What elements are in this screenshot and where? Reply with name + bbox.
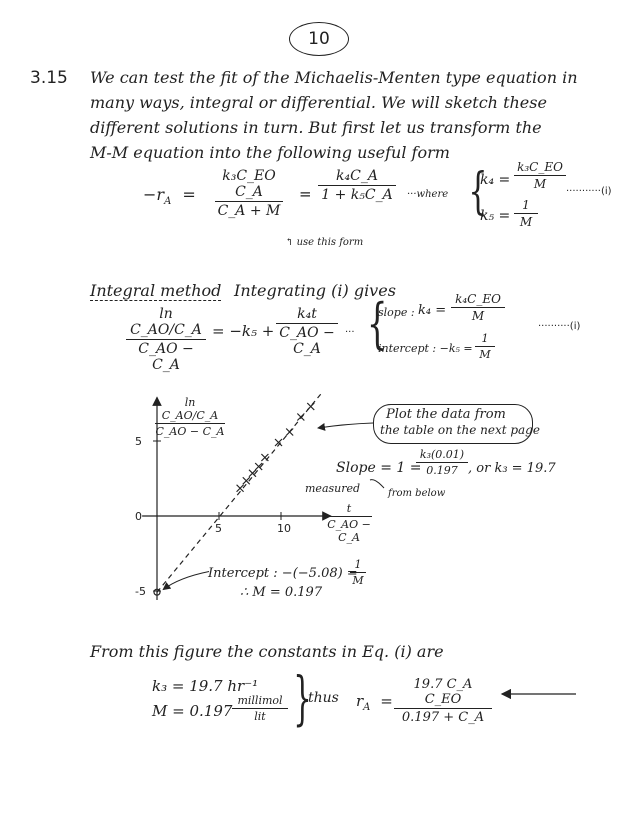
m-result: ∴ M = 0.197 <box>240 585 323 600</box>
y-tick-label: -5 <box>135 585 146 598</box>
slope-result: , or k₃ = 19.7 <box>468 461 556 476</box>
eq1-k5-lhs: k₅ = <box>480 208 511 224</box>
measured-label: measured <box>305 482 361 495</box>
chart-xlabel: $\frac{t}{C\_AO - C\_A}$ <box>327 502 371 544</box>
m-unit: millimol lit <box>232 694 288 723</box>
ra-fraction: $\frac{\text{19.7 C\_A C\_EO}}{0.197 + C\_A}$ <box>394 677 492 725</box>
intro-line-4: M-M equation into the following useful form <box>90 143 450 162</box>
m-value: M = 0.197 <box>152 702 233 720</box>
eq1-k5-frac: $\frac{1}{M}$ <box>514 198 538 229</box>
intro-line-1: We can test the fit of the Michaelis-Menten type equation in <box>90 68 578 87</box>
chart-ylabel: $\frac{\text{ln C\_AO/C\_A}}{C\_AO - C\_A}$ <box>155 396 225 438</box>
integral-lead: Integrating (i) gives <box>234 281 396 300</box>
plot-note-line-2: the table on the next page <box>380 423 540 437</box>
plot-note-line-1: Plot the data from <box>386 407 506 422</box>
eq2-slope-k: k₄ = <box>418 303 447 318</box>
integral-heading: Integral method <box>90 281 222 300</box>
ra-lhs: $r_A$ = <box>356 692 393 713</box>
eq1-k4-frac: $\frac{\text{k₃C\_EO}}{M}$ <box>514 160 566 191</box>
eq1-frac2: $\frac{\text{k₄C\_A}}{\text{1 + k₅C\_A}}$ <box>318 168 396 203</box>
eq1-label: ···········(i) <box>566 186 612 197</box>
x-tick-label: 10 <box>277 522 291 535</box>
y-tick-label: 0 <box>135 510 142 523</box>
page-number: 10 <box>289 22 349 56</box>
k3-value: k₃ = 19.7 hr⁻¹ <box>152 677 259 695</box>
eq1-frac1: $\frac{\text{k₃C\_EO C\_A}}{C\_A + M}$ <box>215 168 283 219</box>
x-tick-label: 5 <box>215 522 222 535</box>
eq2-lhs-frac: $\frac{\text{ln C\_AO/C\_A}}{C\_AO - C\_A}$ <box>126 306 206 373</box>
y-tick-label: 5 <box>135 435 142 448</box>
intercept-annotation: Intercept : −(−5.08) = <box>208 566 358 581</box>
eq2-intercept-frac: $\frac{1}{M}$ <box>475 332 495 361</box>
problem-number: 3.15 <box>30 68 68 88</box>
eq2-rhs-mid: = −k₅ + <box>212 322 275 340</box>
intercept-fraction: $\frac{1}{M}$ <box>350 558 366 587</box>
slope-equation: Slope = 1 = <box>336 460 422 476</box>
intro-line-3: different solutions in turn. But first let us transform the <box>90 118 542 137</box>
use-this-form-note: ↰ use this form <box>285 237 364 248</box>
eq2-rhs-frac: $\frac{\text{k₄t}}{C\_AO - C\_A}$ <box>276 306 338 357</box>
eq2-slope-frac: $\frac{\text{k₄C\_EO}}{M}$ <box>451 292 505 323</box>
eq1-where: ···where <box>407 189 449 200</box>
slope-fraction: $\frac{\text{k₃(0.01)}}{0.197}$ <box>416 448 468 477</box>
from-below-label: from below <box>388 488 446 499</box>
eq1-equals: = <box>299 185 312 203</box>
eq2-label: ··········(i) <box>538 321 581 332</box>
conclusion-lead: From this figure the constants in Eq. (i) are <box>90 642 444 661</box>
eq1-lhs: $-r_A$ = <box>143 185 196 208</box>
eq1-k4-lhs: k₄ = <box>480 172 511 188</box>
eq2-slope-label: slope : <box>378 306 415 319</box>
intro-line-2: many ways, integral or differential. We will sketch these <box>90 93 547 112</box>
eq2-intercept-label: intercept : −k₅ = <box>378 342 473 355</box>
thus-label: thus <box>308 690 339 706</box>
eq1-brace: { <box>468 162 488 220</box>
eq2-brace: { <box>366 292 388 355</box>
conclusion-brace: } <box>293 664 312 732</box>
eq2-dots: ··· <box>345 327 355 338</box>
